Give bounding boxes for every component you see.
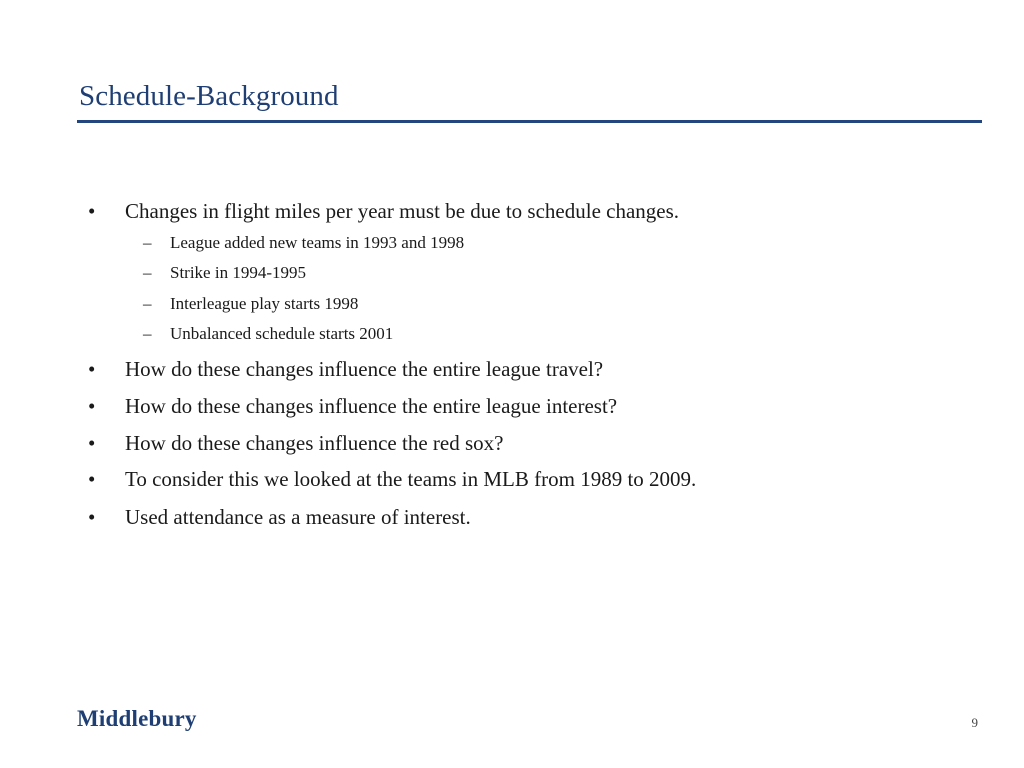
bullet-marker: • [88, 394, 96, 418]
sub-bullet-text: Unbalanced schedule starts 2001 [170, 324, 394, 343]
bullet-text: How do these changes influence the entire league travel? [125, 357, 604, 381]
bullet-text: Changes in flight miles per year must be due to schedule changes. [125, 199, 680, 223]
sub-bullet-marker: – [143, 324, 152, 343]
sub-bullet-marker: – [143, 294, 152, 313]
bullet-text: How do these changes influence the entire league interest? [125, 394, 618, 418]
sub-bullet-text: Strike in 1994-1995 [170, 263, 306, 282]
sub-bullet-marker: – [143, 233, 152, 252]
bullet-text: To consider this we looked at the teams in MLB from 1989 to 2009. [125, 467, 697, 491]
sub-bullet-text: Interleague play starts 1998 [170, 294, 359, 313]
sub-bullet-text: League added new teams in 1993 and 1998 [170, 233, 465, 252]
sub-bullet-marker: – [143, 263, 152, 282]
bullet-marker: • [88, 505, 96, 529]
bullet-text: How do these changes influence the red sox? [125, 431, 504, 455]
bullet-marker: • [88, 431, 96, 455]
bullet-marker: • [88, 467, 96, 491]
page-number: 9 [971, 715, 978, 730]
bullet-text: Used attendance as a measure of interest. [125, 505, 471, 529]
slide-title: Schedule-Background [79, 80, 339, 112]
middlebury-logo: Middlebury [77, 706, 197, 731]
bullet-marker: • [88, 199, 96, 223]
bullet-marker: • [88, 357, 96, 381]
